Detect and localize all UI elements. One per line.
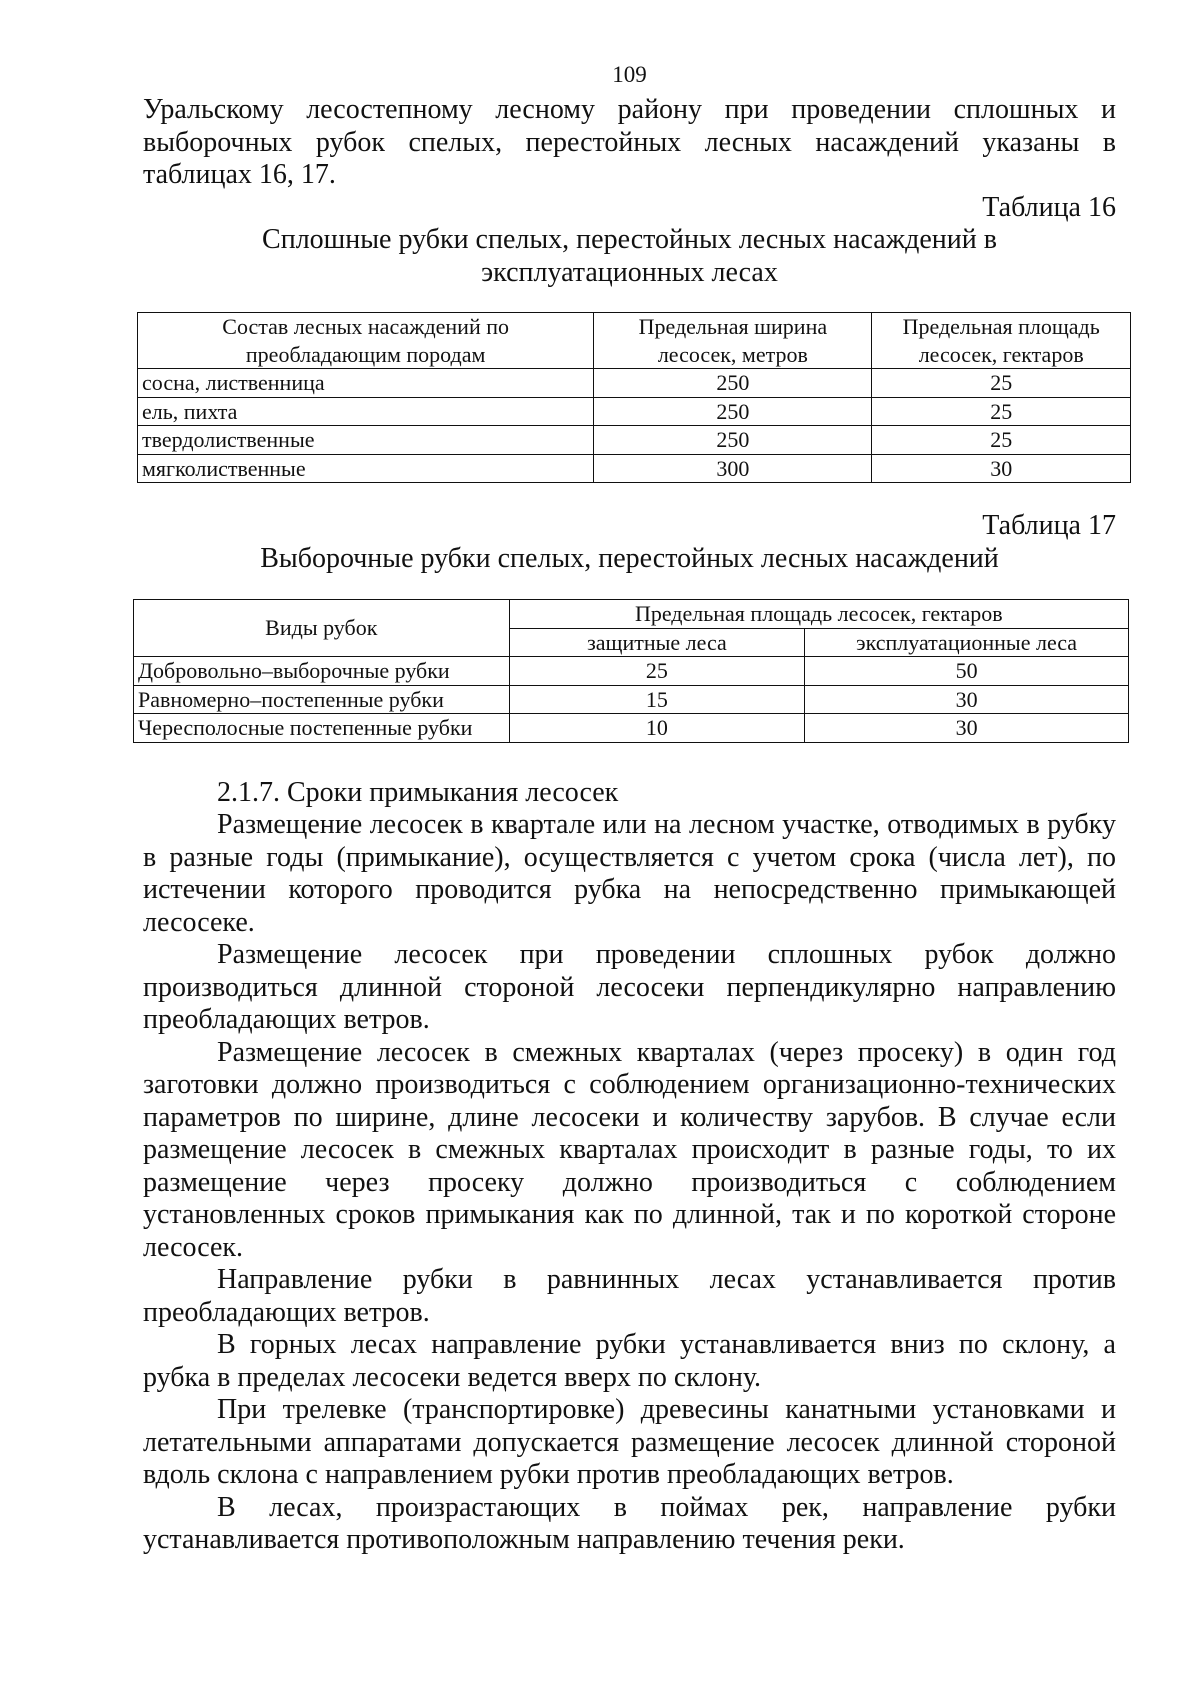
table17 <box>133 599 1129 743</box>
table17-subheader-protective: защитные леса <box>509 628 805 657</box>
section-paragraph: Направление рубки в равнинных лесах устанавливается против преобладающих ветров. <box>143 1264 1116 1328</box>
table16-cell-species: мягколиственные <box>138 454 594 483</box>
table-row <box>134 714 1129 743</box>
table16-title-line1: Сплошные рубки спелых, перестойных лесных насаждений в <box>262 224 997 255</box>
section-paragraph: Размещение лесосек в квартале или на лесном участке, отводимых в рубку в разные годы (примыкание), осуществляется с учетом срока (числа лет), по истечении которого проводится рубка на непосредственно примыкающей лесосеке. <box>143 809 1116 938</box>
table17-header-kinds: Виды рубок <box>134 600 510 657</box>
table16-header-width: Предельная ширина лесосек, метров <box>594 313 872 369</box>
table16-cell-species: сосна, лиственница <box>138 369 594 398</box>
section-heading: 2.1.7. Сроки примыкания лесосек <box>217 776 619 808</box>
table16-header-composition: Состав лесных насаждений по преобладающим породам <box>138 313 594 369</box>
table16-cell-area: 25 <box>872 369 1131 398</box>
page-number: 109 <box>612 62 647 87</box>
intro-paragraph: Уральскому лесостепному лесному району при проведении сплошных и выборочных рубок спелых, перестойных лесных насаждений указаны в таблицах 16, 17. <box>143 94 1116 190</box>
table17-title: Выборочные рубки спелых, перестойных лесных насаждений <box>260 542 999 574</box>
table16-cell-width: 250 <box>594 426 872 455</box>
section-paragraph: Размещение лесосек в смежных кварталах (через просеку) в один год заготовки должно производиться с соблюдением организационно-технических параметров по ширине, длине лесосеки и количеству зарубов. В случае если размещение лесосек в смежных кварталах происходит в разные годы, то их размещение через просеку должно производиться с соблюдением установленных сроков примыкания как по длинной, так и по короткой стороне лесосек. <box>143 1036 1116 1263</box>
table16-cell-width: 300 <box>594 454 872 483</box>
table-row <box>134 685 1129 714</box>
table-row <box>138 426 1131 455</box>
table17-label: Таблица 17 <box>982 510 1116 541</box>
table16-cell-area: 25 <box>872 397 1131 426</box>
section-paragraph: В лесах, произрастающих в поймах рек, направление рубки устанавливается противоположным направлению течения реки. <box>143 1491 1116 1555</box>
table16-label: Таблица 16 <box>982 191 1116 223</box>
table16-cell-width: 250 <box>594 369 872 398</box>
table16 <box>137 312 1131 483</box>
table17-cell-kind: Равномерно–постепенные рубки <box>134 685 510 714</box>
table17-header-area: Предельная площадь лесосек, гектаров <box>509 600 1128 629</box>
table17-subheader-exploitation: эксплуатационные леса <box>805 628 1129 657</box>
table16-header-area: Предельная площадь лесосек, гектаров <box>872 313 1131 369</box>
table17-cell-exploitation: 50 <box>805 657 1129 686</box>
table16-cell-width: 250 <box>594 397 872 426</box>
table16-cell-area: 30 <box>872 454 1131 483</box>
section-paragraph: В горных лесах направление рубки устанавливается вниз по склону, а рубка в пределах лесосеки ведется вверх по склону. <box>143 1329 1116 1393</box>
table-row <box>138 369 1131 398</box>
table17-cell-protective: 10 <box>509 714 805 743</box>
table17-cell-kind: Добровольно–выборочные рубки <box>134 657 510 686</box>
table17-cell-exploitation: 30 <box>805 685 1129 714</box>
table-row <box>134 657 1129 686</box>
table17-cell-exploitation: 30 <box>805 714 1129 743</box>
table17-header-row <box>134 600 1129 629</box>
table-row <box>138 397 1131 426</box>
table16-header-row <box>138 313 1131 369</box>
section-paragraph: При трелевке (транспортировке) древесины канатными установками и летательными аппаратами допускается размещение лесосек длинной стороной вдоль склона с направлением рубки против преобладающих ветров. <box>143 1394 1116 1490</box>
table16-cell-species: ель, пихта <box>138 397 594 426</box>
table17-cell-protective: 15 <box>509 685 805 714</box>
table16-cell-area: 25 <box>872 426 1131 455</box>
section-paragraph: Размещение лесосек при проведении сплошных рубок должно производиться длинной стороной лесосеки перпендикулярно направлению преобладающих ветров. <box>143 939 1116 1035</box>
table16-title-line2: эксплуатационных лесах <box>481 256 778 288</box>
table17-cell-kind: Чересполосные постепенные рубки <box>134 714 510 743</box>
table-row <box>138 454 1131 483</box>
table16-title <box>143 224 1116 289</box>
table16-cell-species: твердолиственные <box>138 426 594 455</box>
table17-cell-protective: 25 <box>509 657 805 686</box>
